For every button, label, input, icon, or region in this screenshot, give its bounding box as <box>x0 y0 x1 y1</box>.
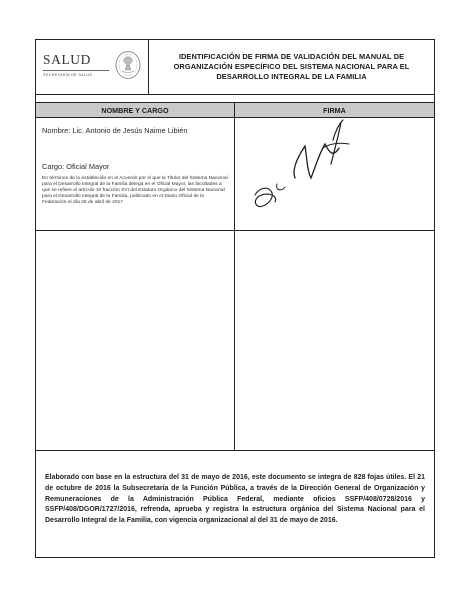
signer-position: Cargo: Oficial Mayor <box>42 162 110 171</box>
header-spacer <box>36 95 434 103</box>
column-header-signature: FIRMA <box>323 105 346 115</box>
signer-name: Nombre: Lic. Antonio de Jesús Naime Libién <box>42 126 188 135</box>
seal-icon <box>115 50 141 80</box>
signature-cell-empty <box>235 231 434 450</box>
column-header-name: NOMBRE Y CARGO <box>36 103 235 117</box>
name-cell <box>36 118 235 230</box>
signature-icon <box>235 118 434 231</box>
document-title: IDENTIFICACIÓN DE FIRMA DE VALIDACIÓN DEL MANUAL DE ORGANIZACIÓN ESPECÍFICO DEL SISTEMA NACIONAL PARA EL DESARROLLO INTEGRAL DE LA FAMILIA <box>173 52 410 81</box>
logo-divider <box>43 70 109 71</box>
logo-subtitle: SECRETARÍA DE SALUD <box>43 73 93 77</box>
logo-wordmark: SALUD <box>43 52 92 67</box>
signature-cell <box>235 118 434 230</box>
delegation-note: En términos de lo establecido en el Acuerdo por el que la Titular del Sistema Nacional para el Desarrollo Integral de la Familia delega en el Oficial Mayor, las facultades a que se refiere el artículo 10 fracción XVI del Estatuto Orgánico del Sistema Nacional para el Desarrollo Integral de la Familia, publicado en el Diario Oficial de la Federación el día 26 de abril de 2017. <box>42 176 228 206</box>
footer-note <box>36 451 434 557</box>
document-title-cell <box>149 40 434 94</box>
table-row-empty <box>36 231 434 451</box>
table-header <box>36 103 434 118</box>
document-header <box>36 40 434 95</box>
footer-text: Elaborado con base en la estructura del 31 de mayo de 2016, este documento se integra de 828 fojas útiles. El 21 de octubre de 2016 la Subsecretaría de la Función Pública, a través de la Dirección General de Organización y Remuneraciones de la Administración Pública Federal, mediante oficios SSFP/408/0728/2016 y SSFP/408/DGOR/1727/2016, refrenda, aprueba y registra la estructura orgánica del Sistema Nacional para el Desarrollo Integral de la Familia, con vigencia organizacional al del 31 de mayo de 2016. <box>45 474 425 525</box>
salud-logo <box>36 40 149 94</box>
validation-form <box>35 39 435 558</box>
name-cell-empty <box>36 231 235 450</box>
table-row <box>36 118 434 231</box>
